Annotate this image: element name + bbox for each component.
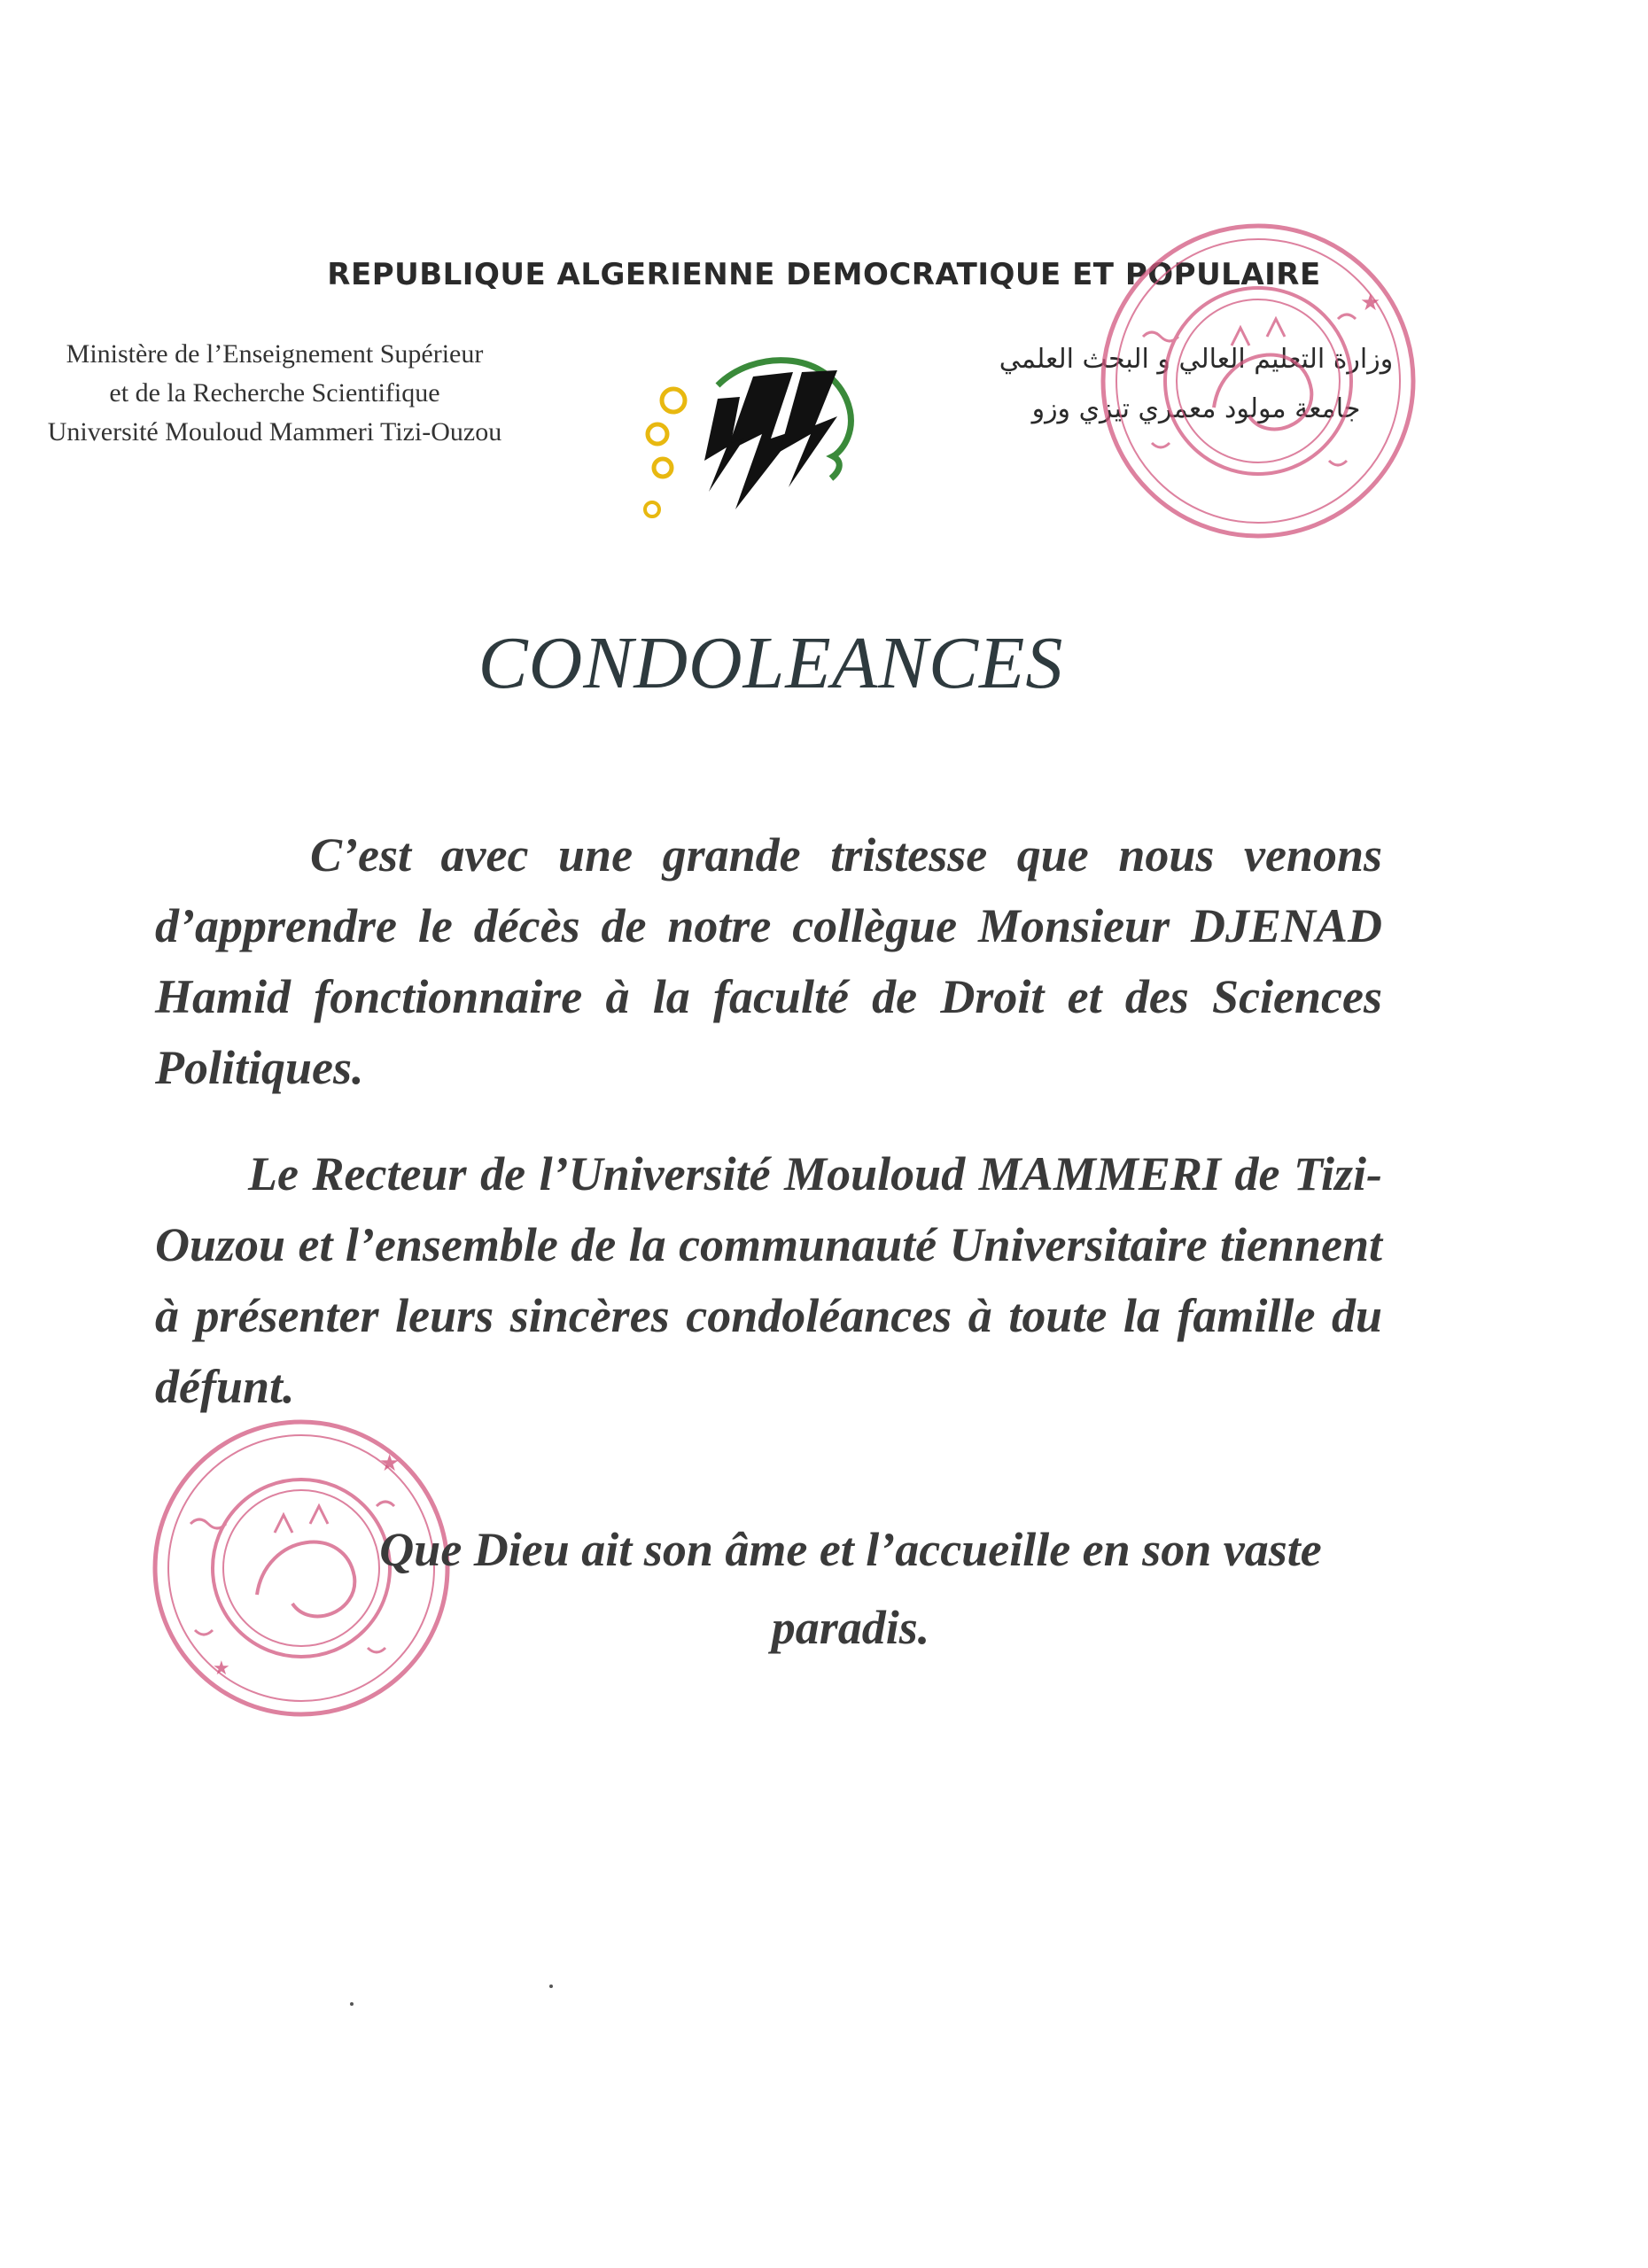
closing-prayer: [204, 1511, 1497, 1666]
svg-text:★: ★: [213, 1658, 230, 1680]
ministry-header-ar: [957, 335, 1435, 434]
ministry-line: Ministère de l’Enseignement Supérieur: [66, 339, 484, 369]
university-line: Université Mouloud Mammeri Tizi-Ouzou: [47, 417, 502, 447]
scan-speck: [350, 2002, 354, 2006]
university-logo: [620, 346, 886, 532]
closing-line: Que Dieu ait son âme et l’accueille en son vaste: [379, 1523, 1322, 1576]
page-title: CONDOLEANCES: [478, 622, 1064, 704]
scan-speck: [549, 1984, 553, 1988]
ministry-line: et de la Recherche Scientifique: [109, 378, 440, 408]
svg-text:★: ★: [379, 1450, 400, 1477]
paragraph: C’est avec une grande tristesse que nous venons d’apprendre le décès de notre collègue Monsieur DJENAD Hamid fonctionnaire à la faculté de Droit et des Sciences Politiques.: [155, 828, 1382, 1094]
republic-heading: REPUBLIQUE ALGERIENNE DEMOCRATIQUE ET POPULAIRE: [327, 257, 1321, 292]
university-line-ar: جامعة مولود معمري تيزي وزو: [1031, 393, 1361, 424]
svg-text:★: ★: [1360, 290, 1381, 316]
closing-line: paradis.: [771, 1601, 930, 1654]
paragraph: Le Recteur de l’Université Mouloud MAMMERI de Tizi-Ouzou et l’ensemble de la communauté Universitaire tiennent à présenter leurs sincères condoléances à toute la famille du défunt.: [155, 1147, 1382, 1413]
ministry-header-fr: [18, 335, 532, 452]
ministry-line-ar: وزارة التعليم العالي و البحث العلمي: [999, 344, 1394, 375]
